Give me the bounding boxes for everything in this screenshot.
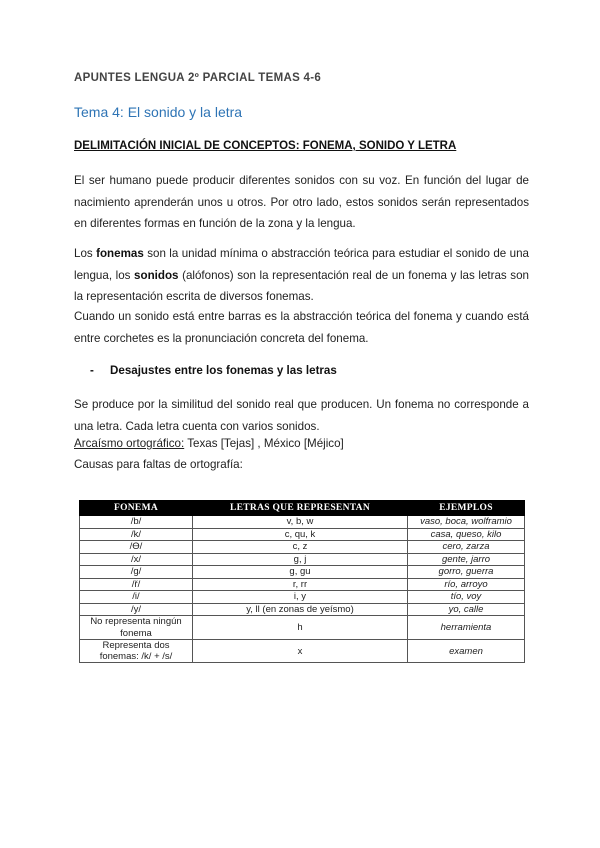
- table-row: [80, 516, 525, 529]
- column-header: LETRAS QUE REPRESENTAN: [193, 501, 408, 516]
- column-header: FONEMA: [80, 501, 193, 516]
- arcaismo-line: [74, 437, 344, 450]
- term-sonidos: sonidos: [134, 268, 179, 282]
- cell-letras: v, b, w: [193, 516, 408, 529]
- bullet-dash: -: [90, 364, 94, 377]
- topic-heading: Tema 4: El sonido y la letra: [74, 104, 243, 120]
- term-fonemas: fonemas: [96, 247, 144, 260]
- paragraph-desajustes: Se produce por la similitud del sonido real que producen. Un fonema no corresponde a una letra. Cada letra cuenta con varios sonidos.: [74, 398, 529, 433]
- table-row: [80, 566, 525, 579]
- cell-ejemplos: río, arroyo: [408, 578, 525, 591]
- table-row: [80, 640, 525, 663]
- table-row: [80, 603, 525, 616]
- table-row: [80, 616, 525, 640]
- cell-ejemplos: casa, queso, kilo: [408, 528, 525, 541]
- arcaismo-text: Texas [Tejas] , México [Méjico]: [184, 437, 344, 450]
- cell-letras: r, rr: [193, 578, 408, 591]
- cell-letras: x: [193, 640, 408, 663]
- cell-ejemplos: tío, voy: [408, 591, 525, 604]
- cell-fonema: No representa ningún fonema: [80, 616, 193, 640]
- text-span: (alófonos) son la representación real de un fonema y las letras son la representación escrita de diversos fonemas.: [74, 268, 529, 303]
- cell-ejemplos: vaso, boca, wolframio: [408, 516, 525, 529]
- cell-ejemplos: gente, jarro: [408, 553, 525, 566]
- table-row: [80, 528, 525, 541]
- cell-fonema: /x/: [80, 553, 193, 566]
- phoneme-table: [79, 500, 525, 663]
- table-row: [80, 591, 525, 604]
- text-span: son la unidad mínima o abstracción teórica para estudiar el sonido de una lengua, los: [74, 247, 530, 282]
- cell-letras: i, y: [193, 591, 408, 604]
- cell-letras: g, j: [193, 553, 408, 566]
- cell-ejemplos: gorro, guerra: [408, 566, 525, 579]
- cell-letras: g, gu: [193, 566, 408, 579]
- cell-fonema: /b/: [80, 516, 193, 529]
- paragraph-definitions: [74, 243, 529, 308]
- cell-letras: h: [193, 616, 408, 640]
- cell-letras: c, qu, k: [193, 528, 408, 541]
- cell-ejemplos: examen: [408, 640, 525, 663]
- paragraph-intro: El ser humano puede producir diferentes sonidos con su voz. En función del lugar de nacimiento aprenderán unos u otros. Por otro lado, estos sonidos serán representados en diferentes formas en función de la zona y la lengua.: [74, 174, 529, 230]
- cell-fonema: /g/: [80, 566, 193, 579]
- table-row: [80, 553, 525, 566]
- cell-ejemplos: herramienta: [408, 616, 525, 640]
- table-row: [80, 541, 525, 554]
- bullet-heading: [90, 364, 337, 377]
- text-span: Los: [74, 247, 97, 260]
- causas-line: Causas para faltas de ortografía:: [74, 458, 243, 471]
- bullet-text: Desajustes entre los fonemas y las letras: [110, 364, 337, 377]
- cell-letras: c, z: [193, 541, 408, 554]
- cell-fonema: Representa dos fonemas: /k/ + /s/: [80, 640, 193, 663]
- cell-ejemplos: cero, zarza: [408, 541, 525, 554]
- table-row: [80, 578, 525, 591]
- cell-fonema: /Ɵ/: [80, 541, 193, 554]
- column-header: EJEMPLOS: [408, 501, 525, 516]
- cell-ejemplos: yo, calle: [408, 603, 525, 616]
- arcaismo-label: Arcaísmo ortográfico:: [74, 437, 185, 450]
- table-header-row: [80, 501, 525, 516]
- cell-fonema: /k/: [80, 528, 193, 541]
- paragraph-notation: Cuando un sonido está entre barras es la abstracción teórica del fonema y cuando está entre corchetes es la pronunciación concreta del fonema.: [74, 310, 529, 345]
- cell-fonema: /i/: [80, 591, 193, 604]
- cell-letras: y, ll (en zonas de yeísmo): [193, 603, 408, 616]
- cell-fonema: /y/: [80, 603, 193, 616]
- section-heading: DELIMITACIÓN INICIAL DE CONCEPTOS: FONEMA, SONIDO Y LETRA: [74, 140, 457, 152]
- document-header: APUNTES LENGUA 2º PARCIAL TEMAS 4-6: [74, 72, 322, 84]
- cell-fonema: /ř/: [80, 578, 193, 591]
